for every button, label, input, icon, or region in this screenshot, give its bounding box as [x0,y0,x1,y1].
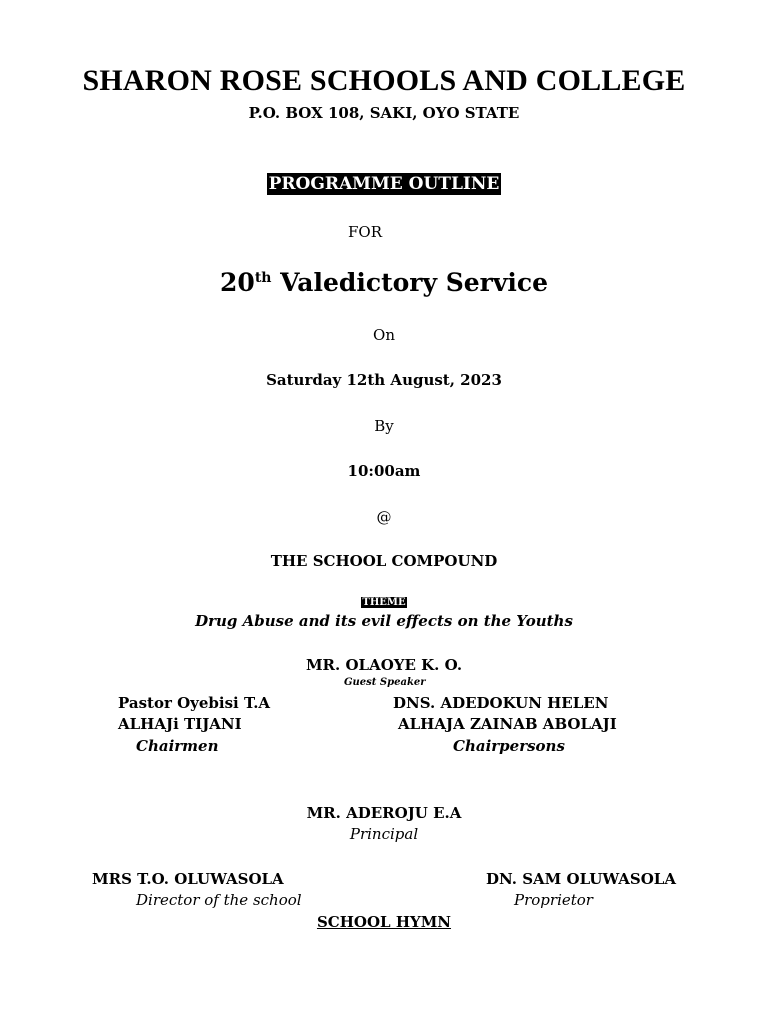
school-name: SHARON ROSE SCHOOLS AND COLLEGE [82,64,686,97]
proprietor-name: DN. SAM OLUWASOLA [486,870,676,888]
chairmen-role: Chairmen [136,737,219,755]
event-name: Valedictory Service [271,268,548,297]
for-text: FOR [348,223,382,241]
programme-outline-label: PROGRAMME OUTLINE [268,174,500,194]
chairperson-name: ALHAJA ZAINAB ABOLAJI [398,715,617,733]
chairperson-name: DNS. ADEDOKUN HELEN [393,694,609,712]
event-date: Saturday 12th August, 2023 [266,371,502,389]
proprietor-role: Proprietor [514,891,593,909]
event-number-suffix: th [254,270,272,286]
at-symbol: @ [376,508,392,526]
by-text: By [374,417,394,435]
on-text: On [373,326,395,344]
event-time: 10:00am [347,462,421,480]
programme-outline-heading [0,174,768,194]
chairpersons-role: Chairpersons [453,737,565,755]
theme-label: THEME [362,597,406,608]
principal-role: Principal [349,825,419,843]
theme-label-wrap [0,597,768,608]
school-hymn-heading: SCHOOL HYMN [316,913,452,931]
chairman-name: ALHAJi TIJANI [118,715,242,733]
guest-speaker-role: Guest Speaker [344,677,426,688]
guest-speaker-name: MR. OLAOYE K. O. [305,656,463,674]
event-venue: THE SCHOOL COMPOUND [270,552,498,570]
school-address: P.O. BOX 108, SAKI, OYO STATE [248,104,520,122]
event-title [0,268,768,297]
principal-name: MR. ADEROJU E.A [306,804,462,822]
director-name: MRS T.O. OLUWASOLA [92,870,284,888]
event-number: 20 [220,268,255,297]
chairman-name: Pastor Oyebisi T.A [118,694,271,712]
theme-text: Drug Abuse and its evil effects on the Youths [195,612,573,630]
director-role: Director of the school [136,891,302,909]
